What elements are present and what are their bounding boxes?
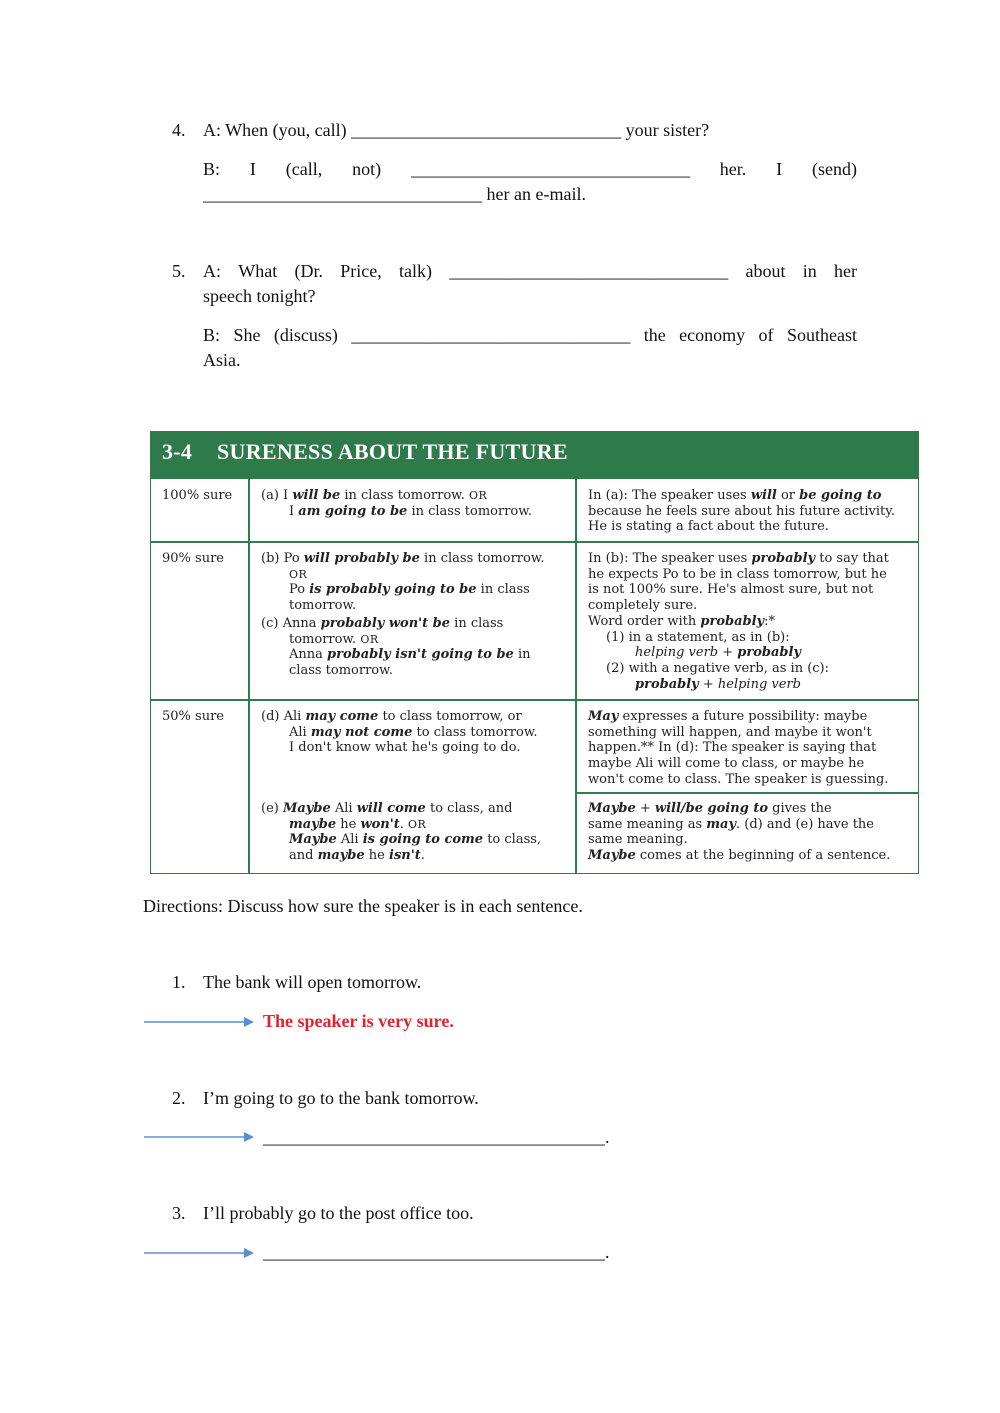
- example-text: in class tomorrow.: [340, 488, 470, 503]
- item-number: 2.: [172, 1088, 186, 1108]
- example-emph: may not come: [310, 724, 413, 740]
- q5-b-word: economy: [679, 325, 746, 345]
- note-formula: +: [718, 645, 738, 661]
- col-divider: [248, 479, 250, 873]
- note-formula: helping verb: [635, 645, 719, 661]
- example-emph: will be: [292, 488, 341, 503]
- example-c: [261, 616, 530, 679]
- or-word: OR: [360, 632, 379, 646]
- example-text: Anna: [282, 616, 321, 631]
- note-b: [588, 551, 889, 692]
- q5-a-word: talk): [398, 261, 432, 281]
- example-text: he: [336, 816, 361, 832]
- example-text: Po: [289, 582, 310, 598]
- example-text: in: [513, 647, 531, 663]
- q5-a-word: A:: [203, 261, 221, 281]
- note-text: comes at the beginning of a sentence.: [635, 848, 891, 864]
- example-text: Ali: [336, 832, 363, 848]
- example-tag: (b): [261, 551, 280, 566]
- note-text: to say that: [815, 551, 889, 566]
- note-text: +: [635, 801, 655, 816]
- example-text: in class tomorrow.: [419, 551, 545, 566]
- q4-b-word: not): [352, 159, 382, 179]
- note-e: [588, 801, 890, 864]
- example-text: to class tomorrow, or: [378, 709, 522, 724]
- note-text: something will happen, and maybe it won't: [588, 724, 872, 740]
- note-emph: probably: [751, 551, 816, 566]
- chart-title: SURENESS ABOUT THE FUTURE: [217, 439, 568, 464]
- example-text: tomorrow.: [289, 598, 357, 614]
- example-text: tomorrow.: [289, 631, 361, 647]
- q5-a-word: in: [802, 261, 817, 281]
- note-text: Word order with: [588, 613, 701, 629]
- example-text: in class tomorrow.: [407, 503, 532, 519]
- note-emph: Maybe: [588, 848, 636, 864]
- note-text: completely sure.: [588, 598, 698, 614]
- example-b: [261, 551, 545, 614]
- chart-header: [151, 432, 918, 479]
- q5-b-blank[interactable]: _______________________________: [351, 325, 631, 345]
- example-text: in class: [450, 616, 504, 631]
- note-text: :*: [764, 613, 776, 629]
- note-emph: Maybe: [588, 801, 636, 816]
- item-number: 3.: [172, 1203, 186, 1223]
- row-label: 100% sure: [162, 488, 233, 503]
- q5-b-line1: [203, 323, 857, 348]
- q4-b-line1: [203, 157, 857, 182]
- note-d: [588, 709, 888, 788]
- example-text: in class: [476, 582, 530, 598]
- q5-number: 5.: [172, 261, 186, 281]
- q5-b-line2: Asia.: [203, 350, 241, 370]
- or-word: OR: [408, 817, 427, 831]
- row-label: 90% sure: [162, 551, 224, 566]
- example-a: [261, 488, 532, 519]
- note-formula: probably: [737, 645, 801, 661]
- example-emph: Maybe: [289, 832, 337, 848]
- q4-b-word: her.: [719, 159, 747, 179]
- example-text: Anna: [289, 647, 328, 663]
- note-emph: be going to: [799, 488, 882, 503]
- note-text: In (b): The speaker uses: [588, 551, 752, 566]
- q4-b-word: (send): [812, 159, 857, 179]
- example-emph: probably isn't going to be: [327, 647, 514, 663]
- note-text: or: [776, 488, 800, 503]
- q5-b-word: B:: [203, 325, 221, 345]
- example-emph: probably won't be: [320, 616, 451, 631]
- q5-b-word: the: [643, 325, 666, 345]
- q5-b-word: of: [758, 325, 774, 345]
- example-emph: maybe: [317, 848, 365, 864]
- example-tag: (a): [261, 488, 279, 503]
- col-divider: [575, 479, 577, 873]
- row-divider: [151, 541, 918, 543]
- example-emph: maybe: [289, 816, 337, 832]
- item-number: 1.: [172, 972, 186, 992]
- note-emph: May: [588, 709, 619, 724]
- q5-a-line1: [203, 259, 857, 284]
- q4-a-blank[interactable]: ______________________________: [351, 120, 622, 140]
- example-text: class tomorrow.: [289, 663, 393, 679]
- q4-a-prefix: A: When (you, call): [203, 120, 347, 140]
- example-text: to class,: [483, 832, 542, 848]
- q5-a-word: about: [745, 261, 786, 281]
- note-text: He is stating a fact about the future.: [588, 519, 829, 535]
- note-text: same meaning.: [588, 832, 688, 848]
- example-text: and: [289, 848, 318, 864]
- answer-text: The speaker is very sure.: [263, 1011, 454, 1031]
- note-text: same meaning as: [588, 816, 707, 832]
- answer-blank[interactable]: ______________________________________.: [263, 1127, 610, 1147]
- q4-b2-blank[interactable]: _______________________________: [203, 184, 482, 204]
- example-tag: (e): [261, 801, 279, 816]
- row-label: 50% sure: [162, 709, 224, 724]
- note-emph: probably: [700, 613, 765, 629]
- q4-b2-suffix: her an e-mail.: [486, 184, 586, 204]
- example-emph: Maybe: [282, 801, 331, 816]
- example-emph: isn't: [389, 848, 421, 864]
- or-word: OR: [469, 489, 488, 502]
- example-text: to class tomorrow.: [412, 724, 538, 740]
- q5-a-word: Price,: [340, 261, 382, 281]
- example-emph: won't: [360, 816, 400, 832]
- example-text: I don't know what he's going to do.: [289, 740, 521, 756]
- note-text: happen.** In (d): The speaker is saying that: [588, 740, 877, 756]
- row-divider: [151, 699, 918, 701]
- note-a: [588, 488, 895, 535]
- example-text: Ali: [289, 724, 311, 740]
- note-text: . (d) and (e) have the: [736, 816, 874, 832]
- note-text: expresses a future possibility: maybe: [618, 709, 868, 724]
- right-arrow-icon: [144, 1247, 254, 1259]
- q4-number: 4.: [172, 120, 186, 140]
- q4-b-word: B:: [203, 159, 221, 179]
- example-text: .: [399, 816, 409, 832]
- chart-number: 3-4: [162, 439, 193, 464]
- example-emph: is probably going to be: [309, 582, 477, 598]
- note-formula: +: [698, 676, 718, 692]
- example-tag: (c): [261, 616, 279, 631]
- item-sentence: The bank will open tomorrow.: [203, 972, 422, 992]
- note-num: (1): [606, 629, 625, 645]
- example-emph: am going to be: [298, 503, 408, 519]
- or-word: OR: [289, 567, 308, 581]
- q5-b-word: Southeast: [786, 325, 857, 345]
- grammar-chart: [150, 431, 919, 874]
- example-tag: (d): [261, 709, 280, 724]
- example-emph: is going to come: [362, 832, 484, 848]
- item-sentence: I’ll probably go to the post office too.: [203, 1203, 474, 1223]
- note-text: gives the: [768, 801, 832, 816]
- note-text: In (a): The speaker uses: [588, 488, 751, 503]
- example-emph: may come: [305, 709, 379, 724]
- q5-a-word: (Dr.: [294, 261, 323, 281]
- note-formula: probably: [635, 676, 699, 692]
- note-text: with a negative verb, as in (c):: [628, 660, 830, 676]
- note-text: in a statement, as in (b):: [628, 629, 790, 645]
- q5-a-line2: speech tonight?: [203, 286, 316, 306]
- note-text: because he feels sure about his future activity.: [588, 503, 896, 519]
- q5-b-word: (discuss): [273, 325, 338, 345]
- example-text: I: [283, 488, 293, 503]
- answer-blank[interactable]: ______________________________________.: [263, 1242, 610, 1262]
- example-text: Ali: [330, 801, 357, 816]
- item-sentence: I’m going to go to the bank tomorrow.: [203, 1088, 479, 1108]
- right-arrow-icon: [144, 1016, 254, 1028]
- right-arrow-icon: [144, 1131, 254, 1143]
- example-text: I: [289, 503, 299, 519]
- q4-b-blank[interactable]: _______________________________: [410, 159, 690, 179]
- note-text: he expects Po to be in class tomorrow, but he: [588, 566, 887, 582]
- directions: Directions: Discuss how sure the speaker is in each sentence.: [143, 896, 583, 916]
- q5-a-blank[interactable]: _______________________________: [449, 261, 729, 281]
- example-text: .: [420, 848, 425, 864]
- row-divider: [575, 792, 918, 794]
- q4-b-word: I: [249, 159, 256, 179]
- note-num: (2): [606, 660, 625, 676]
- q4-a-suffix: your sister?: [625, 120, 710, 140]
- q4-b-line2: [203, 182, 586, 207]
- example-emph: will come: [356, 801, 426, 816]
- q5-a-word: What: [238, 261, 278, 281]
- note-formula: helping verb: [717, 676, 801, 692]
- q4-b-word: I: [776, 159, 783, 179]
- q4-b-word: (call,: [285, 159, 323, 179]
- example-text: to class, and: [425, 801, 513, 816]
- note-emph: will: [750, 488, 777, 503]
- q4-a-line: [203, 118, 709, 143]
- example-emph: will probably be: [303, 551, 420, 566]
- example-text: Ali: [283, 709, 306, 724]
- example-text: Po: [283, 551, 304, 566]
- note-emph: may: [706, 816, 736, 832]
- example-text: he: [364, 848, 390, 864]
- note-text: maybe Ali will come to class, or maybe he: [588, 756, 865, 772]
- note-emph: will/be going to: [654, 801, 768, 816]
- q5-a-word: her: [833, 261, 857, 281]
- note-text: won't come to class. The speaker is guessing.: [588, 771, 889, 787]
- note-text: is not 100% sure. He's almost sure, but not: [588, 582, 874, 598]
- q5-b-word: She: [233, 325, 261, 345]
- example-d: [261, 709, 538, 756]
- example-e: [261, 801, 541, 864]
